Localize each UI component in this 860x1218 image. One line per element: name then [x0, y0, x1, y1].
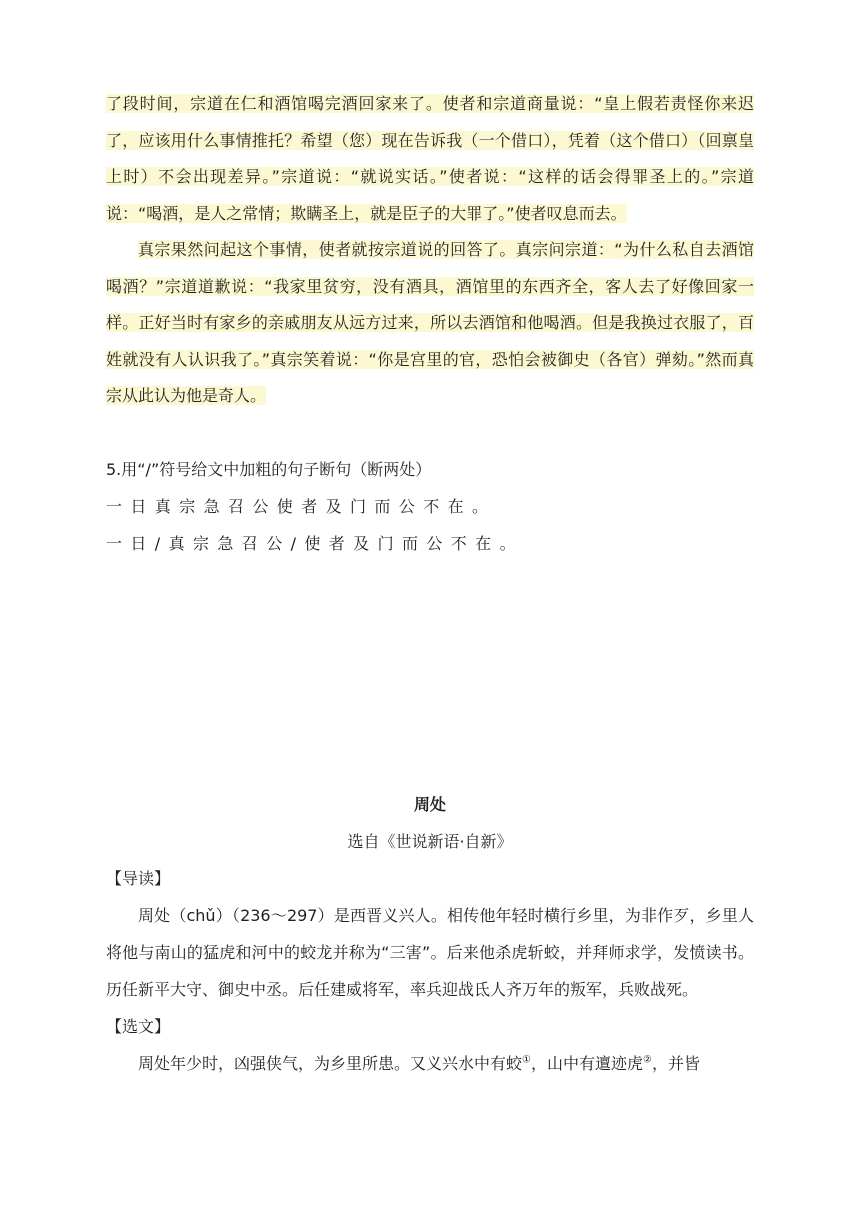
selected-text-paragraph	[106, 1045, 754, 1082]
article-title: 周处	[413, 795, 446, 814]
article-section	[106, 786, 754, 1082]
highlighted-text: 了段时间，宗道在仁和酒馆喝完酒回家来了。使者和宗道商量说：“皇上假若责怪你来迟了，应该用什么事情推托？希望（您）现在告诉我（一个借口），凭着（这个借口）（回禀皇上时）不会出现差异。”宗道说：“就说实话。”使者说：“这样的话会得罪圣上的。”宗道说：“喝酒，是人之常情；欺瞒圣上，就是臣子的大罪了。”使者叹息而去。	[106, 94, 754, 223]
selected-text-part-3: ，并皆	[651, 1054, 700, 1073]
selected-text-part-2: ，山中有邅迹虎	[530, 1054, 643, 1073]
intro-paragraph: 周处（chǔ）（236～297）是西晋义兴人。相传他年轻时横行乡里，为非作歹，乡里人将他与南山的猛虎和河中的蛟龙并称为“三害”。后来他杀虎斩蛟，并拜师求学，发愤读书。历任新平大守、御史中丞。后任建威将军，率兵迎战氐人齐万年的叛军，兵败战死。	[106, 906, 754, 999]
footnote-marker-2[interactable]: ②	[643, 1054, 652, 1066]
question-sentence: 一日真宗急召公使者及门而公不在。	[106, 496, 497, 516]
question-prompt: 5.用“/”符号给文中加粗的句子断句（断两处）	[106, 459, 432, 479]
question-5	[106, 451, 754, 562]
translation-paragraph-1	[106, 86, 754, 232]
footnote-marker-1[interactable]: ①	[522, 1054, 531, 1066]
text-heading: 【选文】	[106, 1017, 171, 1036]
highlighted-text: 真宗果然问起这个事情，使者就按宗道说的回答了。真宗问宗道：“为什么私自去酒馆喝酒？”宗道道歉说：“我家里贫穷，没有酒具，酒馆里的东西齐全，客人去了好像回家一样。正好当时有家乡的亲戚朋友从远方过来，所以去酒馆和他喝酒。但是我换过衣服了，百姓就没有人认识我了。”真宗笑着说：“你是宫里的官，恐怕会被御史（各官）弹劾。”然而真宗从此认为他是奇人。	[106, 240, 754, 405]
translation-paragraph-2	[106, 232, 754, 415]
selected-text-part-1: 周处年少时，凶强侠气，为乡里所患。又义兴水中有蛟	[138, 1054, 523, 1073]
article-source: 选自《世说新语·自新》	[347, 832, 513, 851]
question-answer: 一日/真宗急召公/使者及门而公不在。	[106, 533, 524, 553]
intro-heading: 【导读】	[106, 869, 171, 888]
translation-section	[106, 86, 754, 562]
